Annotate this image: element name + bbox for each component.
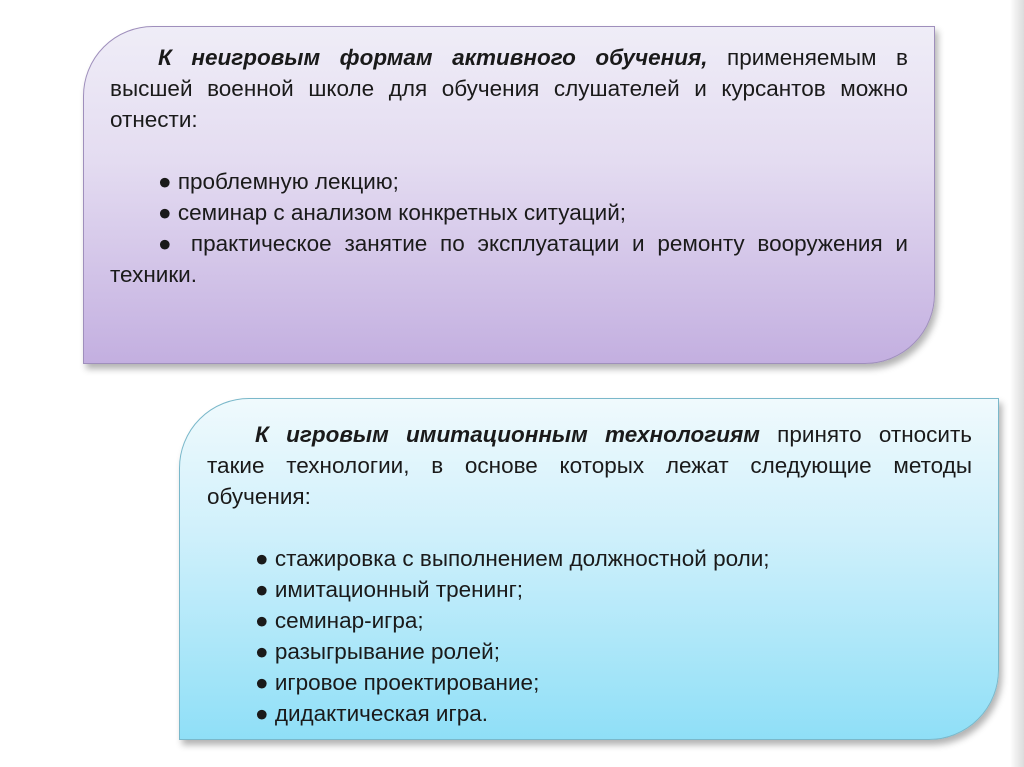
spacer	[110, 135, 908, 166]
list-item: ● разыгрывание ролей;	[255, 639, 500, 664]
list-item: ● имитационный тренинг;	[255, 577, 524, 602]
game-technologies-text	[207, 419, 972, 729]
game-technologies-lead: К игровым имитационным технологиям	[255, 422, 760, 447]
list-item: ● семинар-игра;	[255, 608, 424, 633]
list-item: ● семинар с анализом конкретных ситуаций;	[158, 200, 627, 225]
game-technologies-intro-rest: принято относить такие технологии, в основе которых лежат следующие методы обучения:	[207, 422, 972, 509]
list-item: ● практическое занятие по эксплуатации и ремонту вооружения и техники.	[110, 231, 908, 287]
non-game-forms-intro-rest: применяемым в высшей военной школе для обучения слушателей и курсантов можно отнести:	[110, 45, 909, 132]
spacer	[207, 512, 972, 543]
non-game-forms-text	[110, 42, 908, 290]
list-item: ● дидактическая игра.	[255, 701, 488, 726]
non-game-forms-lead: К неигровым формам активного обучения,	[158, 45, 708, 70]
list-item: ● проблемную лекцию;	[158, 169, 399, 194]
game-technologies-intro	[207, 419, 972, 512]
list-item: ● игровое проектирование;	[255, 670, 540, 695]
non-game-forms-intro	[110, 42, 908, 135]
list-item: ● стажировка с выполнением должностной роли;	[255, 546, 770, 571]
slide-edge	[1010, 0, 1024, 767]
